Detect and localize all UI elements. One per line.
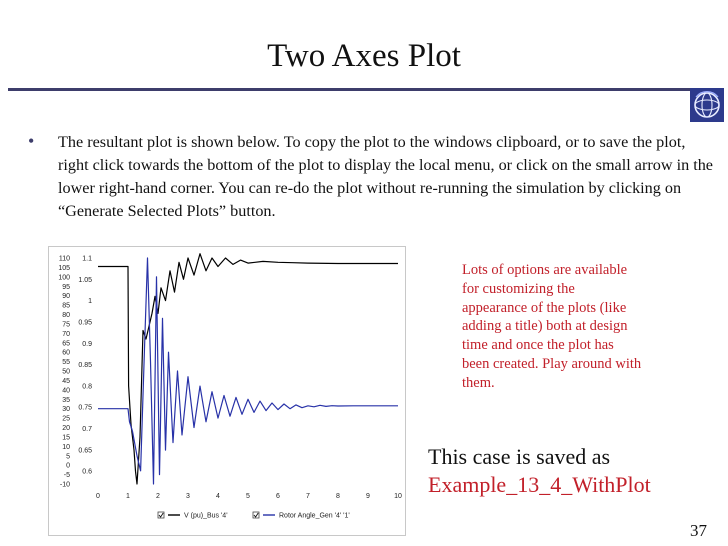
left-axis-tick-label: 70 (62, 330, 70, 338)
left-axis-tick-label: 60 (62, 349, 70, 357)
legend-entry: V (pu)_Bus '4' (184, 512, 228, 520)
left-axis-tick-label: 55 (62, 359, 70, 367)
x-axis-tick-label: 8 (336, 493, 340, 500)
slide-title: Two Axes Plot (267, 38, 461, 74)
left-axis-tick-label: 100 (58, 274, 70, 282)
right-axis-tick-label: 0.65 (78, 447, 92, 455)
right-axis-tick-label: 1.05 (78, 276, 92, 284)
right-axis-tick-label: 0.9 (82, 340, 92, 348)
plot-frame (49, 247, 406, 536)
x-axis-tick-label: 1 (126, 493, 130, 500)
bullet-paragraph: The resultant plot is shown below. To copy the plot to the windows clipboard, or to save the plot, right click towards the bottom of the plot to display the local menu, or click on the small arrow in the lower right-hand corner. You can re-do the plot without re-running the simulation by clicking on “Generate Selected Plots” button. (58, 133, 713, 220)
right-axis-tick-label: 0.75 (78, 404, 92, 412)
x-axis-tick-label: 5 (246, 493, 250, 500)
right-axis-tick-label: 0.95 (78, 319, 92, 327)
left-axis-tick-label: 0 (66, 462, 70, 470)
legend-entry: Rotor Angle_Gen '4' '1' (279, 512, 350, 520)
left-axis-tick-label: 35 (62, 396, 70, 404)
left-axis-tick-label: -5 (63, 472, 70, 480)
x-axis-tick-label: 4 (216, 493, 220, 500)
right-axis-tick-label: 0.85 (78, 362, 92, 370)
right-axis-tick-label: 1.1 (82, 255, 92, 263)
x-axis-tick-label: 7 (306, 493, 310, 500)
right-axis-tick-label: 0.7 (82, 426, 92, 434)
saved-case-name: Example_13_4_WithPlot (428, 472, 651, 497)
globe-logo-icon (690, 88, 724, 122)
left-axis-tick-label: -10 (59, 481, 70, 489)
left-axis-tick-label: 105 (58, 264, 70, 272)
x-axis-tick-label: 3 (186, 493, 190, 500)
left-axis-tick-label: 80 (62, 312, 70, 319)
bullet-marker: • (28, 131, 35, 151)
left-axis-tick-label: 90 (62, 293, 70, 301)
two-axes-chart[interactable] (48, 246, 406, 536)
left-axis-tick-label: 40 (62, 387, 70, 395)
left-axis-tick-label: 30 (62, 406, 70, 414)
x-axis-tick-label: 6 (276, 493, 280, 500)
right-axis-tick-label: 1 (88, 298, 92, 306)
x-axis-tick-label: 10 (394, 493, 402, 500)
left-axis-tick-label: 25 (62, 415, 70, 423)
right-axis-tick-label: 0.8 (82, 383, 92, 391)
title-divider (8, 88, 720, 91)
x-axis-tick-label: 9 (366, 493, 370, 500)
x-axis-tick-label: 2 (156, 493, 160, 500)
x-axis-tick-label: 0 (96, 493, 100, 500)
plot-container[interactable] (48, 246, 406, 536)
left-axis-tick-label: 10 (62, 443, 70, 451)
page-number: 37 (690, 521, 707, 540)
left-axis-tick-label: 20 (62, 425, 70, 432)
right-axis-tick-label: 0.6 (82, 468, 92, 476)
left-axis-tick-label: 95 (62, 283, 70, 291)
options-note: Lots of options are available for customizing the appearance of the plots (like adding a title) both at design time and once the plot has been created. Play around with them. (462, 262, 642, 391)
left-axis-tick-label: 110 (58, 255, 70, 263)
left-axis-tick-label: 5 (66, 453, 70, 461)
saved-as-label: This case is saved as (428, 444, 611, 469)
left-axis-tick-label: 85 (62, 302, 70, 310)
left-axis-tick-label: 45 (62, 377, 70, 385)
left-axis-tick-label: 50 (62, 368, 70, 376)
left-axis-tick-label: 75 (62, 321, 70, 329)
left-axis-tick-label: 65 (62, 340, 70, 348)
left-axis-tick-label: 15 (62, 434, 70, 442)
